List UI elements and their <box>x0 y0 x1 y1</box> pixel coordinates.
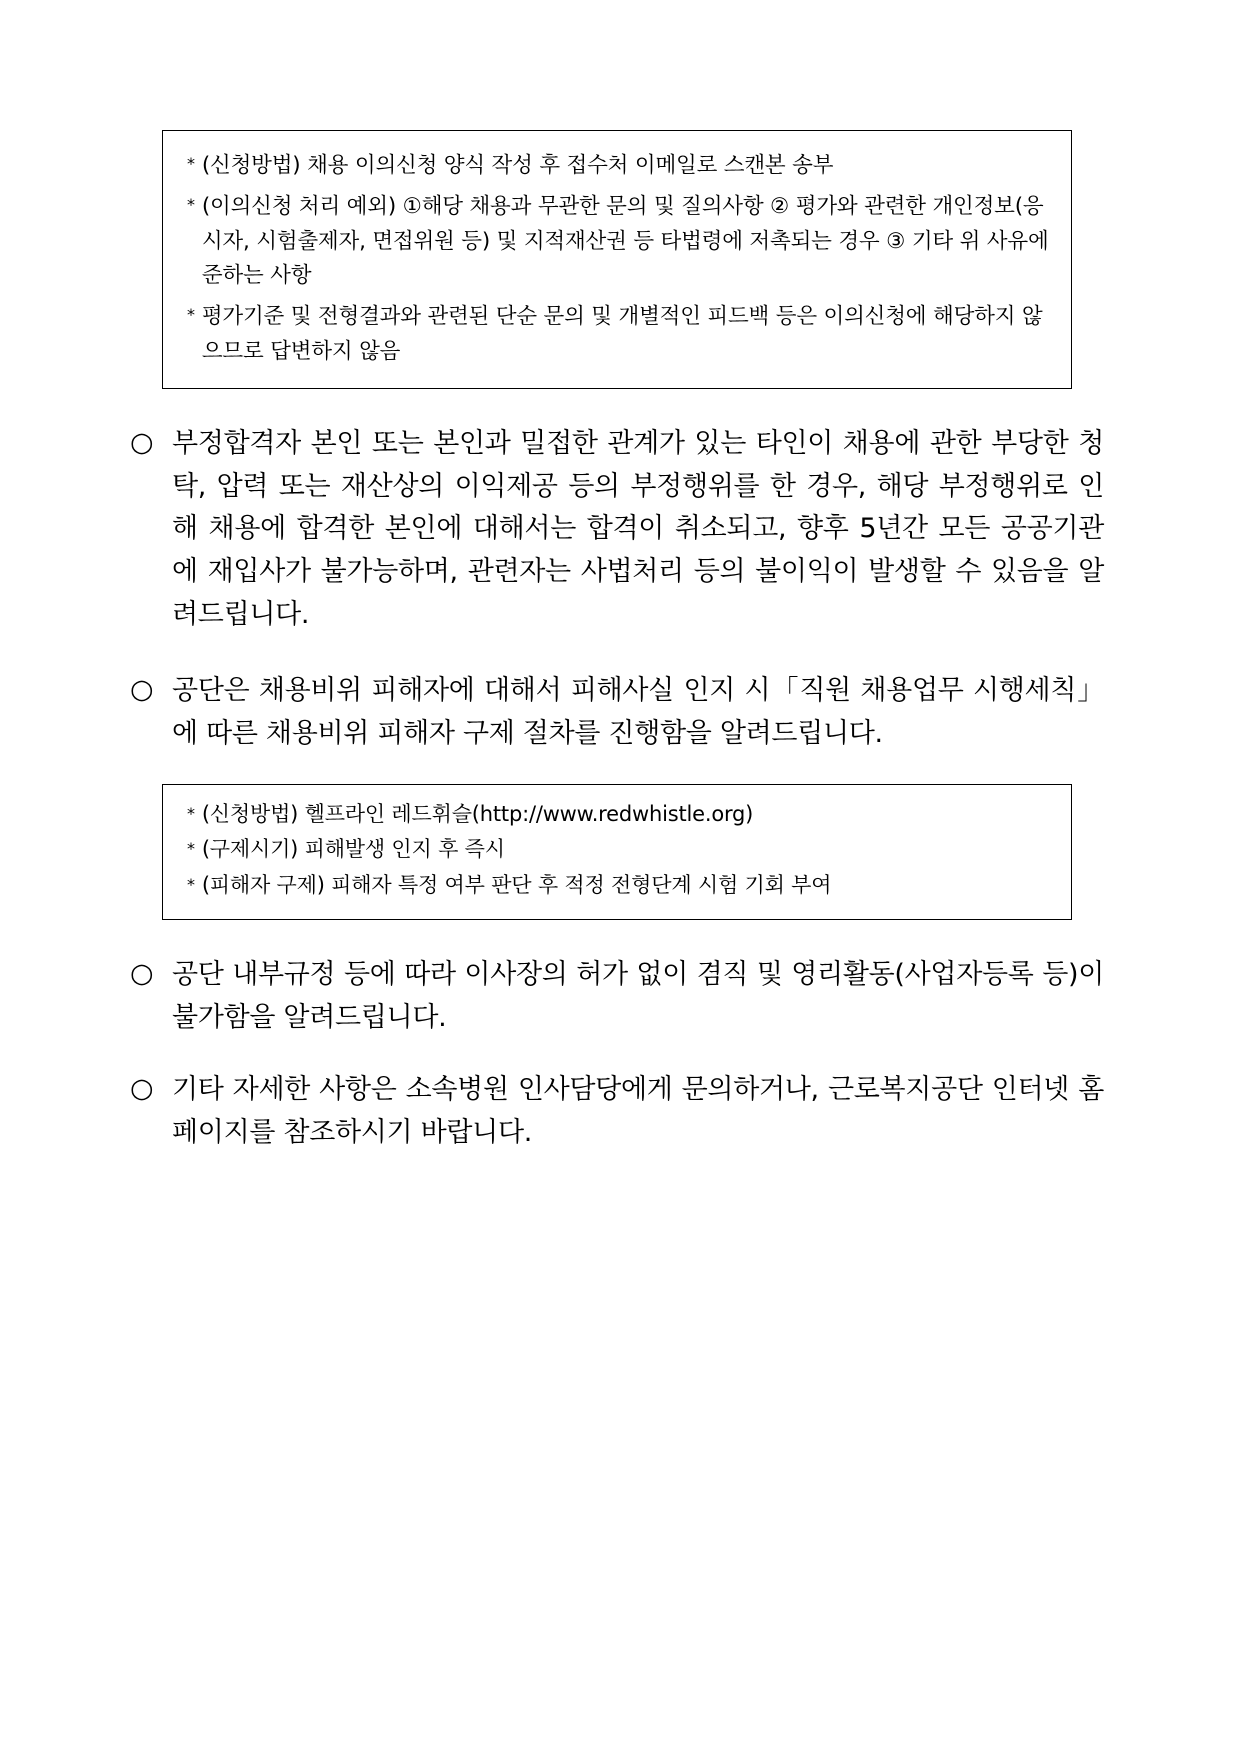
list-item-text: 공단은 채용비위 피해자에 대해서 피해사실 인지 시「직원 채용업무 시행세칙」에 따른 채용비위 피해자 구제 절차를 진행함을 알려드립니다. <box>172 675 1104 749</box>
note-line-text: (피해자 구제) 피해자 특정 여부 판단 후 적정 전형단계 시험 기회 부여 <box>201 872 832 897</box>
note-line-text: (신청방법) 헬프라인 레드휘슬(http://www.redwhistle.org) <box>201 801 754 826</box>
asterisk-icon: * <box>187 803 195 823</box>
note-line-text: (구제시기) 피해발생 인지 후 즉시 <box>201 837 505 862</box>
asterisk-icon: * <box>187 839 195 859</box>
list-item <box>130 954 1110 1039</box>
circle-bullet-icon: ○ <box>130 958 154 990</box>
note-box-application-method <box>162 130 1072 389</box>
note-line <box>187 834 1049 866</box>
note-line <box>187 870 1049 902</box>
asterisk-icon: * <box>187 154 195 173</box>
asterisk-icon: * <box>187 194 195 214</box>
asterisk-icon: * <box>187 874 195 894</box>
note-box-relief-procedure <box>162 784 1072 921</box>
note-line <box>187 799 1049 831</box>
note-line <box>187 190 1056 294</box>
note-line-text: (신청방법) 채용 이의신청 양식 작성 후 접수처 이메일로 스캔본 송부 <box>201 153 834 178</box>
note-line <box>187 300 1049 370</box>
list-item-text: 부정합격자 본인 또는 본인과 밀접한 관계가 있는 타인이 채용에 관한 부당한 청탁, 압력 또는 재산상의 이익제공 등의 부정행위를 한 경우, 해당 부정행위로 인해 채용에 합격한 본인에 대해서는 합격이 취소되고, 향후 5년간 모든 공공기관에 재입사가 불가능하며, 관련자는 사법처리 등의 불이익이 발생할 수 있음을 알려드립니다. <box>172 427 1104 630</box>
circle-bullet-icon: ○ <box>130 674 154 706</box>
note-line <box>187 149 1049 184</box>
note-line-text: (이의신청 처리 예외) ①해당 채용과 무관한 문의 및 질의사항 ② 평가와 관련한 개인정보(응시자, 시험출제자, 면접위원 등) 및 지적재산권 등 타법령에 저촉되는 경우 ③ 기타 위 사유에 준하는 사항 <box>201 193 1056 289</box>
note-line-text: 평가기준 및 전형결과와 관련된 단순 문의 및 개별적인 피드백 등은 이의신청에 해당하지 않으므로 답변하지 않음 <box>201 304 1043 365</box>
list-item <box>130 423 1110 636</box>
list-item <box>130 670 1110 755</box>
list-item <box>130 1069 1110 1154</box>
list-item-text: 기타 자세한 사항은 소속병원 인사담당에게 문의하거나, 근로복지공단 인터넷 홈페이지를 참조하시기 바랍니다. <box>172 1074 1104 1149</box>
asterisk-icon: * <box>187 305 195 325</box>
circle-bullet-icon: ○ <box>130 1073 154 1105</box>
list-item-text: 공단 내부규정 등에 따라 이사장의 허가 없이 겸직 및 영리활동(사업자등록 등)이 불가함을 알려드립니다. <box>172 959 1104 1033</box>
circle-bullet-icon: ○ <box>130 426 154 458</box>
